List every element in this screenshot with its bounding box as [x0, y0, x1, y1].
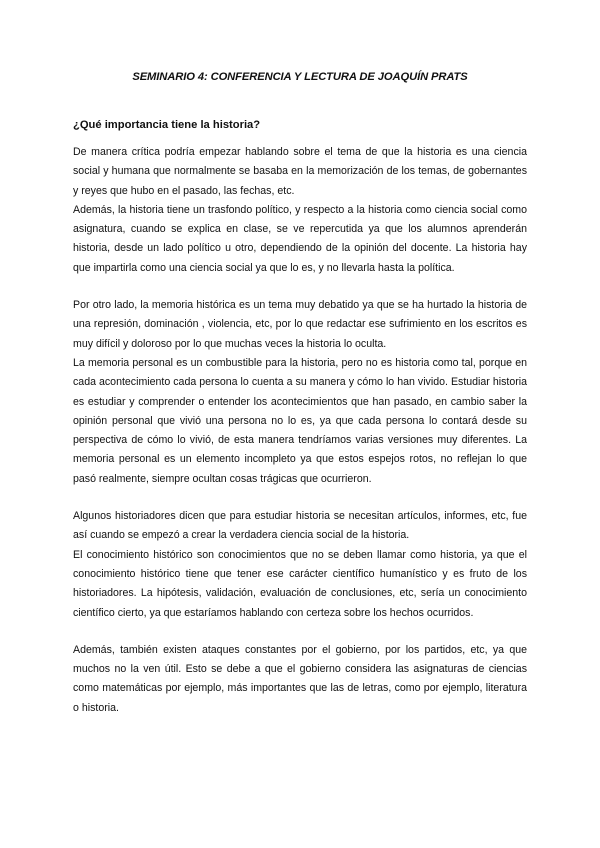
paragraph-critical-view: De manera crítica podría empezar hablando sobre el tema de que la historia es una ciencia social y humana que normalmente se basaba en la memorización de los temas, de gobernantes y reyes que hubo en el pasado, las fechas, etc. — [73, 146, 527, 197]
paragraph-political-background: Además, la historia tiene un trasfondo político, y respecto a la historia como ciencia social como asignatura, cuando se explica en clase, se ve repercutida ya que los alumnos aprenderán historia, desde un lado político u otro, dependiendo de la opinión del docente. La historia hay que impartirla como una ciencia social ya que lo es, y no llevarla hasta la política. — [73, 203, 527, 274]
paragraph-government-attacks: Además, también existen ataques constantes por el gobierno, por los partidos, etc, ya que muchos no la ven útil. Esto se debe a que el gobierno considera las asignaturas de ciencias como matemáticas por ejemplo, más importantes que las de letras, como por ejemplo, literatura o historia. — [73, 643, 527, 714]
document-body — [73, 143, 527, 718]
section-question: ¿Qué importancia tiene la historia? — [73, 119, 261, 131]
paragraph-historians-sources: Algunos historiadores dicen que para estudiar historia se necesitan artículos, informes, etc, fue así cuando se empezó a crear la verdadera ciencia social de la historia. — [73, 510, 527, 542]
paragraph-historical-memory: Por otro lado, la memoria histórica es un tema muy debatido ya que se ha hurtado la historia de una represión, dominación , violencia, etc, por lo que redactar ese sufrimiento en los escritos es muy difícil y doloroso por lo que muchas veces la historia lo oculta. — [73, 299, 527, 350]
document-page — [73, 70, 527, 718]
paragraph-historical-knowledge: El conocimiento histórico son conocimientos que no se deben llamar como historia, ya que el conocimiento histórico tiene que tener ese carácter científico humanístico y es fruto de los historiadores. La hipótesis, validación, evaluación de conclusiones, etc, sería un conocimiento científico cierto, ya que estaríamos hablando con certeza sobre los hechos ocurridos. — [73, 548, 527, 619]
document-title: SEMINARIO 4: CONFERENCIA Y LECTURA DE JOAQUÍN PRATS — [132, 71, 468, 83]
paragraph-personal-memory: La memoria personal es un combustible para la historia, pero no es historia como tal, porque en cada acontecimiento cada persona lo cuenta a su manera y cómo lo han vivido. Estudiar historia es estudiar y comprender o entender los acontecimientos que han pasado, en cambio saber la opinión personal que vivió una persona no lo es, ya que cada persona lo contará desde su perspectiva de cómo lo vivió, de esta manera tendríamos varias versiones muy diferentes. La memoria personal es un elemento incompleto ya que estos espejos rotos, no reflejan lo que pasó realmente, siempre ocultan cosas trágicas que ocurrieron. — [73, 356, 527, 485]
